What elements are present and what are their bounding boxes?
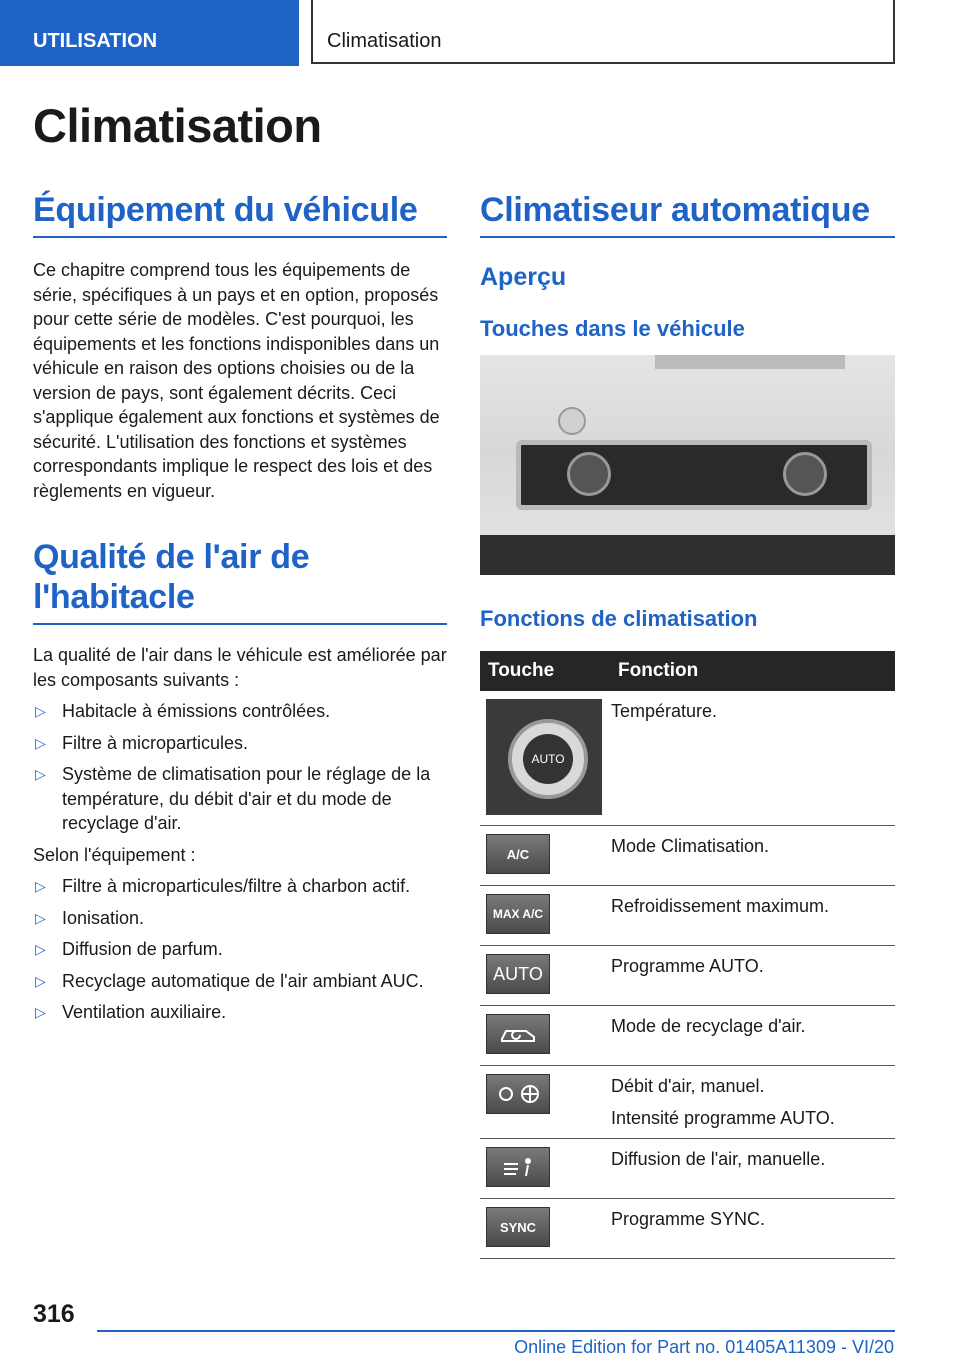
- function-text: Intensité programme AUTO.: [611, 1108, 835, 1128]
- equipment-heading: Équipement du véhicule: [33, 190, 447, 238]
- air-quality-intro: La qualité de l'air dans le véhicule est améliorée par les composants suivants :: [33, 645, 447, 690]
- page-header: [0, 0, 960, 66]
- equipment-list: [33, 874, 447, 1025]
- equipment-note: Selon l'équipement :: [33, 844, 196, 865]
- vent-shape: [655, 355, 845, 369]
- list-item: ▷ Diffusion de parfum.: [33, 937, 447, 962]
- fan-key-icon: [486, 1074, 550, 1114]
- recirculation-key-icon: [486, 1014, 550, 1054]
- air-quality-heading: Qualité de l'air de l'habitacle: [33, 537, 447, 625]
- right-column: [480, 190, 895, 1259]
- air-quality-list: [33, 699, 447, 836]
- function-text: Température.: [611, 701, 718, 721]
- list-item: ▷ Système de climatisation pour le réglage de la température, du débit d'air et du mode de recyclage d'air.: [35, 764, 431, 833]
- bullet-arrow-icon: ▷: [35, 878, 46, 894]
- overview-heading: Aperçu: [480, 263, 567, 291]
- function-text: Débit d'air, manuel.: [611, 1076, 765, 1096]
- table-row: [480, 1066, 895, 1139]
- table-row: [480, 1006, 895, 1066]
- functions-table: [480, 651, 895, 1259]
- bullet-arrow-icon: ▷: [35, 734, 46, 751]
- bullet-arrow-icon: ▷: [35, 766, 46, 782]
- table-row: [480, 886, 895, 946]
- max-ac-key-icon: MAX A/C: [486, 894, 550, 934]
- climate-panel-photo: [480, 355, 895, 575]
- air-distribution-key-icon: [486, 1147, 550, 1187]
- table-row: [480, 1139, 895, 1199]
- auto-key-icon: AUTO: [486, 954, 550, 994]
- sync-key-icon: SYNC: [486, 1207, 550, 1247]
- bullet-arrow-icon: ▷: [35, 703, 46, 719]
- left-temperature-knob-shape: [567, 452, 611, 496]
- edition-footer: Online Edition for Part no. 01405A11309 - VI/20: [514, 1337, 894, 1357]
- left-column: [33, 190, 447, 1025]
- function-text: Mode de recyclage d'air.: [611, 1016, 806, 1036]
- list-item: ▷ Ventilation auxiliaire.: [33, 1000, 447, 1025]
- function-text: Programme AUTO.: [611, 956, 764, 976]
- functions-heading: Fonctions de climatisation: [480, 606, 758, 631]
- list-item: ▷ Recyclage automatique de l'air ambiant AUC.: [33, 969, 447, 994]
- function-text: Mode Climatisation.: [611, 836, 770, 856]
- right-temperature-knob-shape: [783, 452, 827, 496]
- console-shape: [480, 535, 895, 575]
- auto-ac-heading: Climatiseur automatique: [480, 190, 895, 238]
- column-header-key: Touche: [480, 651, 610, 691]
- bullet-arrow-icon: ▷: [35, 909, 46, 926]
- table-header-row: [480, 651, 895, 691]
- list-item: ▷ Filtre à microparticules.: [33, 731, 447, 756]
- bullet-arrow-icon: ▷: [35, 972, 46, 989]
- chapter-tab: Climatisation: [311, 0, 895, 64]
- knob-label: AUTO: [523, 734, 573, 784]
- temperature-knob-icon: [486, 699, 602, 815]
- table-row: [480, 826, 895, 886]
- function-text: Refroidissement maximum.: [611, 896, 830, 916]
- buttons-heading: Touches dans le véhicule: [480, 316, 745, 341]
- page-number: 316: [33, 1300, 75, 1328]
- list-item: ▷ Filtre à microparticules/filtre à charbon actif.: [33, 874, 447, 899]
- ac-key-icon: A/C: [486, 834, 550, 874]
- page-title: Climatisation: [33, 99, 322, 152]
- table-row: [480, 1199, 895, 1259]
- list-item: ▷ Ionisation.: [33, 906, 447, 931]
- footer-divider: [97, 1330, 895, 1332]
- section-tab: UTILISATION: [0, 0, 299, 66]
- control-panel-shape: [516, 440, 872, 510]
- bullet-arrow-icon: ▷: [35, 1004, 46, 1020]
- bullet-arrow-icon: ▷: [35, 941, 46, 957]
- column-header-function: Fonction: [610, 651, 895, 691]
- volume-knob-shape: [558, 407, 586, 435]
- table-row: [480, 946, 895, 1006]
- function-text: Diffusion de l'air, manuelle.: [611, 1149, 826, 1169]
- function-text: Programme SYNC.: [611, 1209, 766, 1229]
- list-item: ▷ Habitacle à émissions contrôlées.: [33, 699, 447, 724]
- equipment-text: Ce chapitre comprend tous les équipements de série, spécifiques à un pays et en option, proposés pour cette série de modèles. C'est pourquoi, les équipements et les fonctions indisponibles dans un véhicule en raison des options choisies ou de la version de pays, sont également décrits. Ceci s'applique également aux fonctions et systèmes de sécurité. L'utilisation des fonctions et systèmes correspondants implique le respect des lois et des règlements en vigueur.: [33, 260, 440, 501]
- table-row: [480, 691, 895, 826]
